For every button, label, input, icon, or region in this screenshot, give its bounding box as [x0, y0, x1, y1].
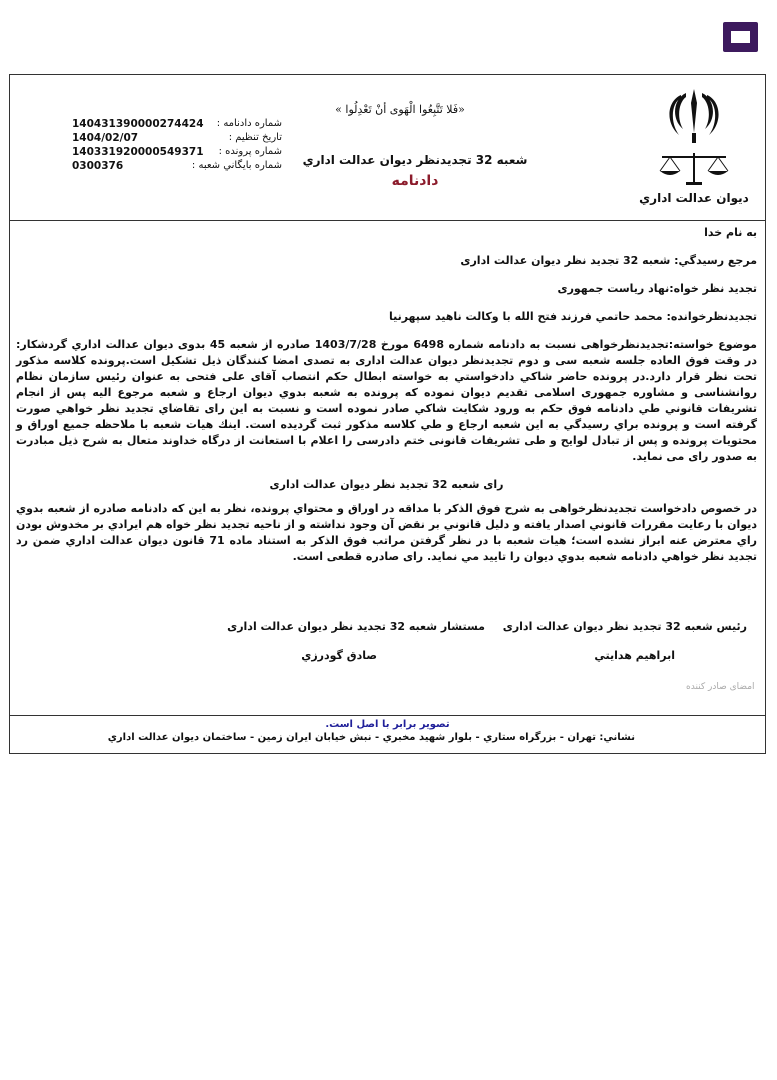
subject-label: موضوع خواسته: — [668, 338, 757, 351]
head-title: رئيس شعبه 32 تجدید نظر دیوان عدالت اداری — [502, 620, 747, 633]
appellant-line — [16, 281, 757, 297]
document-body — [16, 221, 757, 565]
subject-text: تجدیدنظرخواهی نسبت به دادنامه شماره 6498 مورخ 1403/7/28 صادره از شعبه 45 بدوی دیوان عدالت اداري گردشکار: در وقت فوق العاده جلسه شعبه سی و دوم تجدیدنظر دیوان عدالت اداری به تصدی امضا کنندگان ذیل تشکیل است.پرونده کلاسه مذکور تحت نظر قرار دارد.در پرونده حاضر شاكي دادخواستي به خواسته ابطال حکم انتصاب آقای علی فتحی به عنوان رئیس سازمان نظام روانشناسی و مشاوره جمهوری اسلامی تقديم ديوان نموده كه پرونده به شعبه بدوي ديوان ارجاع و شعبه مرجوع اليه پس از انجام تشريفات قانوني طي دادنامه فوق حكم به ورود شكايت شاكي صادر نموده است و نسبت به اين راى تقاضاي تجديد نظر خواهي صورت گرفته است و پرونده براي رسيدگي به اين شعبه ارجاع و طي كلاسه مذكور ثبت گرديده است. اينك هيات شعبه با ملاحظه جميع اوراق و محتويات پرونده و پس از تبادل لوايح و طی تشریفات قانونی ختم دادرسی را اعلام با استعانت از درگاه خداوند متعال به شرح ذيل مبادرت به صدور راى می نمايد. — [16, 338, 757, 463]
meta-label: شماره بايگاني شعبه : — [191, 160, 282, 171]
meta-row — [72, 145, 282, 159]
document-meta — [72, 117, 282, 173]
meta-value: 140331920000549371 — [72, 146, 204, 158]
meta-row — [72, 131, 282, 145]
meta-value: 1404/02/07 — [72, 132, 139, 144]
meta-row — [72, 159, 282, 173]
meta-label: شماره پرونده : — [218, 146, 282, 157]
quran-verse: «فَلا تَتَّبِعُوا الْهَوی أنْ تَعْدِلُوا » — [335, 103, 465, 116]
appellee-line — [16, 309, 757, 325]
basmala: به نام خدا — [704, 226, 757, 239]
meta-value: 0300376 — [72, 160, 124, 172]
reference-label: مرجع رسیدگي: — [674, 254, 757, 267]
document-header — [10, 75, 765, 221]
court-emblem — [639, 83, 749, 205]
meta-label: تاريخ تنظيم : — [228, 132, 282, 143]
advisor-name: صادق گودرزي — [301, 649, 377, 662]
verdict-paragraph: در خصوص دادخواست تجدیدنظرخواهی به شرح فوق الذكر با مداقه در اوراق و محتواي پرونده، نظر به اين كه دادنامه صادره از شعبه بدوي ديوان با رعايت مقررات قانوني اصدار يافته و دليل قانوني بر نقض آن وجود نداشته و از ناحيه تجديد نظر خواه هم ايرادي بر مخدوش بودن راي معترض عنه ابراز نشده است؛ هيات شعبه با در نظر گرفتن مراتب فوق الذكر به استناد ماده 71 قانون ديوان عدالت اداري ضمن رد تجديد نظر خواهي دادنامه شعبه بدوي ديوان را تاييد مي نمايد. راى صادره قطعی است. — [16, 502, 757, 563]
meta-label: شماره دادنامه : — [216, 118, 282, 129]
advisor-title: مستشار شعبه 32 تجدید نظر دیوان عدالت اداری — [227, 620, 485, 633]
reference-value: شعبه 32 تجدید نظر دیوان عدالت اداری — [460, 254, 671, 267]
reference-line — [16, 253, 757, 269]
meta-value: 140431390000274424 — [72, 118, 204, 130]
iran-emblem-icon — [659, 83, 729, 153]
scales-of-justice-icon — [656, 151, 732, 187]
subject-paragraph — [16, 337, 757, 465]
document-footer — [10, 715, 765, 754]
court-name: دیوان عدالت اداري — [639, 191, 749, 205]
document-title: دادنامه — [391, 173, 439, 189]
court-address: نشاني: تهران - بزرگراه ستاري - بلوار شهيد مخبري - نبش خيابان ايران زمين - ساختمان ديوان عدالت اداري — [107, 732, 635, 743]
appellant-value: نهاد رياست جمهوری — [557, 282, 670, 295]
appellee-label: تجدیدنظرخوانده: — [666, 310, 757, 323]
document-page — [9, 74, 766, 754]
certified-copy-note: تصویر برابر با اصل است. — [325, 719, 450, 730]
verdict-title: رای شعبه 32 تجدید نظر دیوان عدالت اداری — [269, 478, 504, 491]
branch-title: شعبه 32 تجدیدنظر دیوان عدالت اداري — [302, 153, 528, 167]
app-logo — [723, 22, 758, 52]
appellee-value: محمد حاتمي فرزند فتح الله با وکالت ناهيد سپهرنيا — [388, 310, 663, 323]
head-name: ابراهيم هدايتي — [594, 649, 675, 662]
appellant-label: تجدید نظر خواه: — [669, 282, 757, 295]
signature-stamp: امضای صادر کننده — [686, 682, 755, 692]
meta-row — [72, 117, 282, 131]
